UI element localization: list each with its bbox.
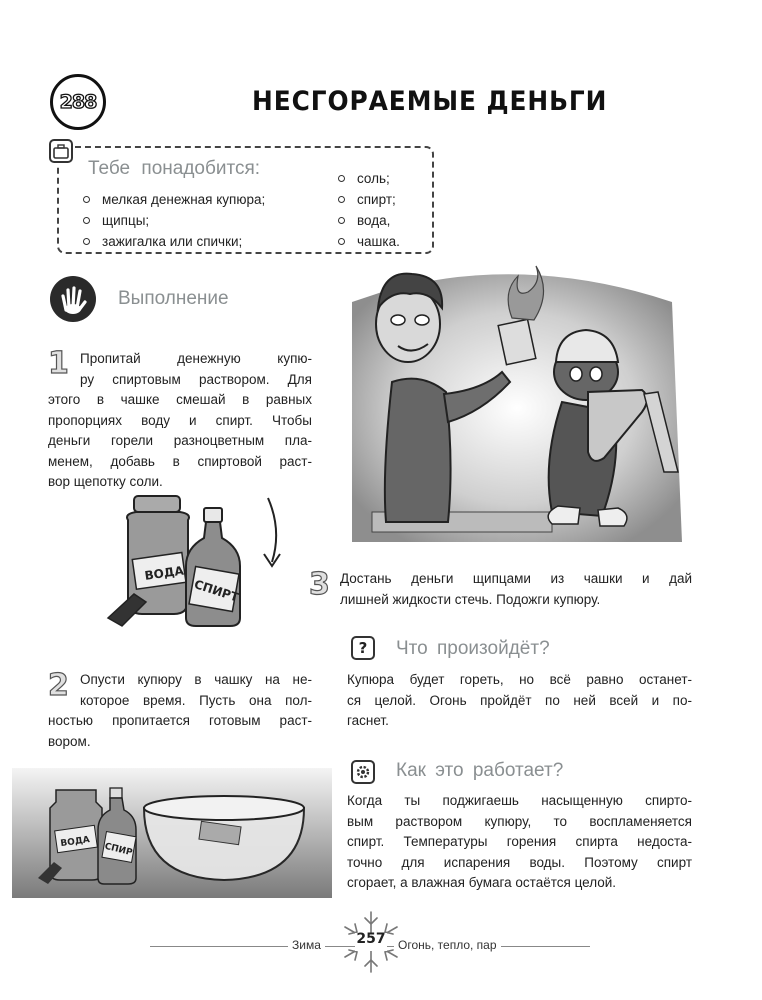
list-item: мелкая денежная купюра; [80, 189, 265, 210]
step-3-line: лишней жидкости стечь. Подожги купюру. [340, 591, 601, 607]
jar-small-label: ВОДА [59, 835, 91, 850]
experiment-number: 288 [59, 91, 97, 113]
step-3-text [340, 569, 692, 610]
list-item: щипцы; [80, 210, 265, 231]
step-1-line: Пропитай денежную купю- [80, 351, 312, 366]
result-line: Купюра будет гореть, но всё равно останет- [347, 672, 692, 687]
explanation-line: вым раствором купюру, то воспламеняется [347, 813, 692, 829]
step-1-number: 1 [48, 346, 69, 381]
step-3-line: Достань деньги щипцами из чашки и дай [340, 571, 692, 586]
page-title: НЕСГОРАЕМЫЕ ДЕНЬГИ [252, 86, 608, 117]
explanation-text [347, 791, 692, 894]
jar-bottle-illustration [100, 490, 300, 640]
step-1-text [80, 349, 312, 390]
list-item: спирт; [335, 189, 400, 210]
step-1-line: этого в чашке смешай в равных [48, 392, 312, 407]
footer-chapter: Огонь, тепло, пар [394, 938, 501, 952]
step-2-number: 2 [48, 668, 69, 703]
step-1-line: менем, добавь в спиртовой раст- [48, 453, 312, 469]
explanation-line: спирт. Температуры горения спирта недоста- [347, 834, 692, 849]
procedure-title: Выполнение [118, 288, 229, 309]
explanation-line: точно для испарения воды. Поэтому спирт [347, 854, 692, 870]
list-item: соль; [335, 168, 400, 189]
needs-list-left [80, 189, 265, 252]
briefcase-icon [48, 138, 74, 164]
needs-list-right [335, 168, 400, 252]
step-2-line: Опусти купюру в чашку на не- [80, 672, 312, 687]
list-item: вода, [335, 210, 400, 231]
explanation-line: сгорает, а влажная бумага остаётся целой. [347, 875, 617, 890]
bowl-illustration [12, 768, 332, 898]
bottle-small-label: СПИР [103, 841, 134, 859]
list-item: зажигалка или спички; [80, 231, 265, 252]
step-1-line: ру спиртовым раствором. Для [80, 371, 312, 387]
step-1-line: вор щепотку соли. [48, 474, 163, 489]
result-text [347, 670, 692, 732]
result-line: ся целой. Огонь пройдёт по ней всей и по- [347, 692, 692, 708]
boy-cat-illustration [352, 262, 694, 552]
step-2-line: вором. [48, 733, 91, 749]
step-1-line: деньги горели разноцветным пла- [48, 433, 312, 448]
page-number: 257 [356, 931, 386, 947]
hand-icon [50, 276, 96, 322]
step-2-line: ностью пропитается готовым раст- [48, 713, 312, 728]
experiment-number-badge [50, 74, 106, 130]
footer-section: Зима [288, 938, 325, 952]
step-3-number: 3 [309, 567, 330, 602]
list-item: чашка. [335, 231, 400, 252]
explanation-title: Как это работает? [396, 760, 564, 781]
jar-label: ВОДА [143, 563, 185, 583]
result-title: Что произойдёт? [396, 638, 550, 659]
step-2-line: которое время. Пусть она пол- [80, 692, 312, 708]
needs-title: Тебе понадобится: [88, 158, 261, 179]
question-icon: ? [351, 636, 375, 660]
bottle-label: СПИРТ [192, 577, 241, 605]
gear-icon [351, 760, 375, 784]
result-line: гаснет. [347, 713, 389, 728]
step-1-line: пропорциях воду и спирт. Чтобы [48, 412, 312, 428]
step-1-text-cont [48, 390, 312, 493]
step-2-text [80, 670, 312, 711]
step-2-text-cont [48, 711, 312, 752]
explanation-line: Когда ты поджигаешь насыщенную спирто- [347, 793, 692, 808]
